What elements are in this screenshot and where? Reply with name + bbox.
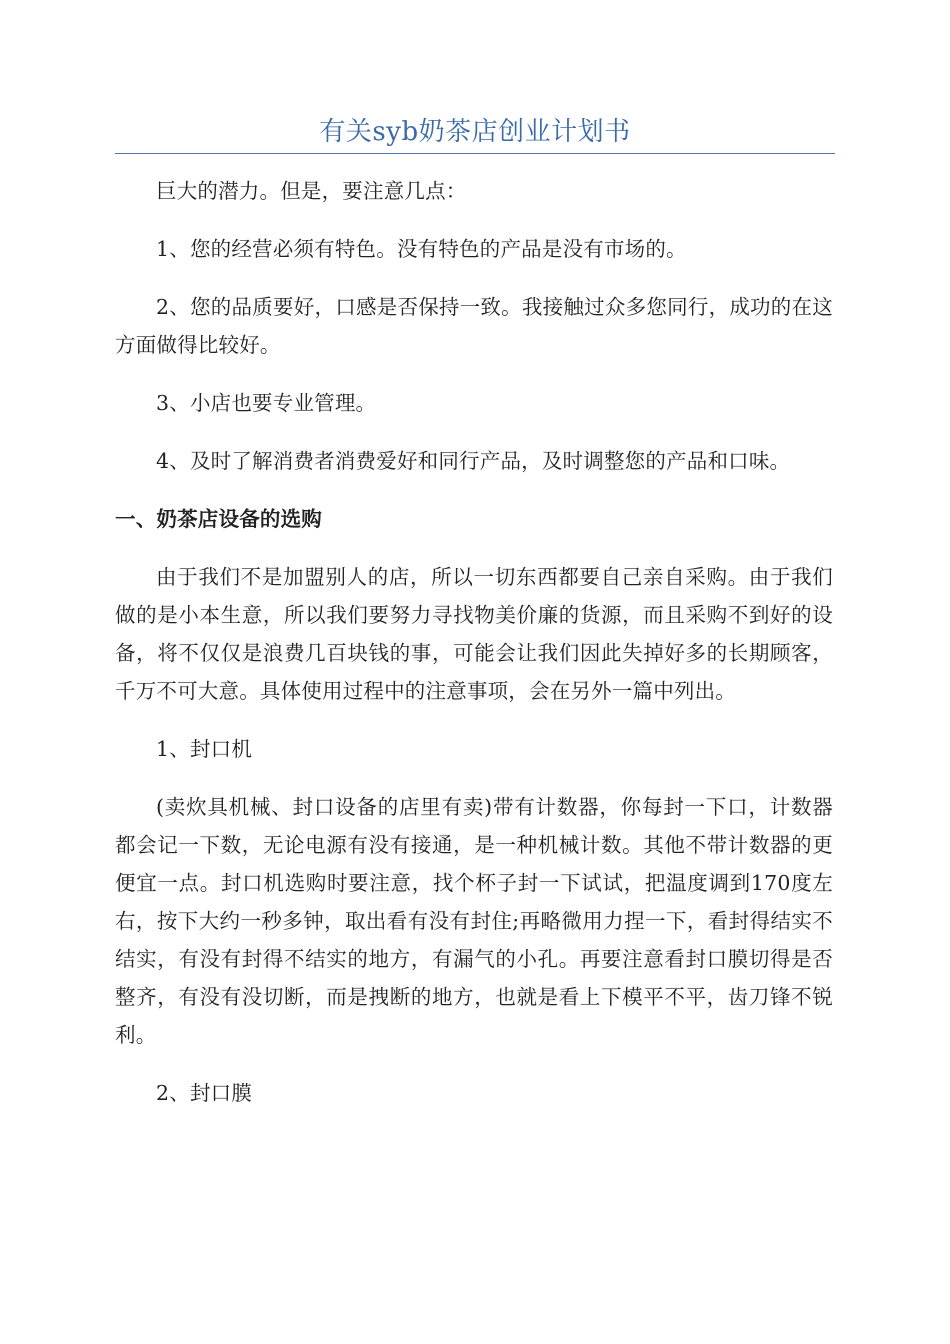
subsection-heading: 1、封口机 <box>156 737 253 761</box>
paragraph: (卖炊具机械、封口设备的店里有卖)带有计数器，你每封一下口，计数器都会记一下数，无论电源有没有接通，是一种机械计数。其他不带计数器的更便宜一点。封口机选购时要注意，找个杯子封一下试试，把温度调到170度左右，按下大约一秒多钟，取出看有没有封住;再略微用力捏一下，看封得结实不结实，有没有封得不结实的地方，有漏气的小孔。再要注意看封口膜切得是否整齐，有没有没切断，而是拽断的地方，也就是看上下模平不平，齿刀锋不锐利。 <box>115 795 833 1047</box>
list-item: 3、小店也要专业管理。 <box>156 391 377 415</box>
paragraph: 巨大的潜力。但是，要注意几点： <box>156 179 467 203</box>
document-body <box>115 172 833 1112</box>
list-item: 1、您的经营必须有特色。没有特色的产品是没有市场的。 <box>156 237 687 261</box>
list-item: 4、及时了解消费者消费爱好和同行产品，及时调整您的产品和口味。 <box>156 449 791 473</box>
list-item: 2、您的品质要好，口感是否保持一致。我接触过众多您同行，成功的在这方面做得比较好。 <box>115 295 833 357</box>
paragraph: 由于我们不是加盟别人的店，所以一切东西都要自己亲自采购。由于我们做的是小本生意，所以我们要努力寻找物美价廉的货源，而且采购不到好的设备，将不仅仅是浪费几百块钱的事，可能会让我们因此失掉好多的长期顾客，千万不可大意。具体使用过程中的注意事项，会在另外一篇中列出。 <box>115 565 833 703</box>
document-title: 有关syb奶茶店创业计划书 <box>319 117 631 147</box>
title-underline <box>115 153 835 154</box>
section-heading: 一、奶茶店设备的选购 <box>115 507 322 531</box>
subsection-heading: 2、封口膜 <box>156 1081 253 1105</box>
